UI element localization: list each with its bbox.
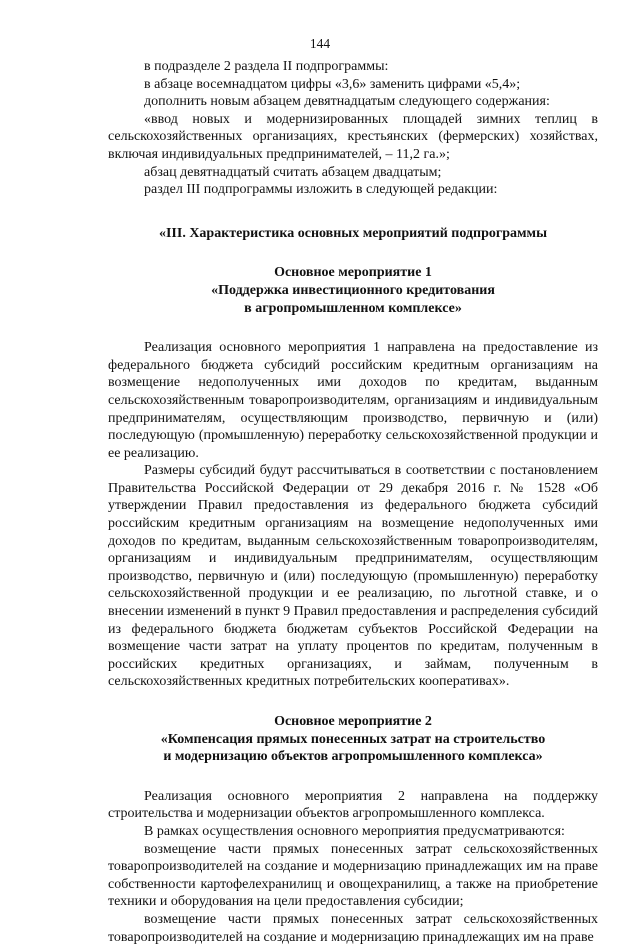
measure-2-heading-line: и модернизацию объектов агропромышленного комплекса» (163, 749, 543, 765)
measure-2-paragraph: возмещение части прямых понесенных затрат сельскохозяйственных товаропроизводителей на создание и модернизацию принадлежащих им на праве (108, 911, 598, 945)
intro-paragraph: в абзаце восемнадцатом цифры «3,6» заменить цифрами «5,4»; (144, 76, 521, 92)
measure-2-paragraph: Реализация основного мероприятия 2 направлена на поддержку строительства и модернизации объектов агропромышленного комплекса. (108, 788, 598, 822)
measure-1-heading (108, 264, 598, 317)
intro-paragraph: в подразделе 2 раздела II подпрограммы: (144, 59, 389, 74)
measure-2-heading (108, 713, 598, 766)
section-title: «III. Характеристика основных мероприятий подпрограммы (158, 225, 548, 241)
measure-1-paragraph: Размеры субсидий будут рассчитываться в соответствии с постановлением Правительства Российской Федерации от 29 декабря 2016 г. № 1528 «Об утверждении Правил предоставления из федерального бюджета субсидий российским кредитным организациям на возмещение недополученных ими доходов по кредитам, выданным сельскохозяйственным товаропроизводителям, организациям и индивидуальным предпринимателям, осуществляющим производство, первичную и (или) последующую (промышленную) переработку сельскохозяйственной продукции и ее реализацию, по льготной ставке, и о внесении изменений в пункт 9 Правил предоставления и распределения субсидий из федерального бюджета бюджетам субъектов Российской Федерации на возмещение части затрат на уплату процентов по кредитам, полученным в российских кредитных организациях, и займам, полученным в сельскохозяйственных кредитных потребительских кооперативах». (108, 463, 599, 690)
intro-paragraph: «ввод новых и модернизированных площадей зимних теплиц в сельскохозяйственных организациях, крестьянских (фермерских) хозяйствах, включая индивидуальных предпринимателей, – 11,2 га.»; (108, 111, 598, 162)
intro-paragraph: дополнить новым абзацем девятнадцатым следующего содержания: (144, 94, 550, 110)
measure-2-heading-line: Основное мероприятие 2 (274, 714, 432, 729)
page-number: 144 (309, 36, 331, 51)
measure-1-paragraph: Реализация основного мероприятия 1 направлена на предоставление из федерального бюджета субсидий российским кредитным организациям на возмещение недополученных ими доходов по кредитам, выданным сельскохозяйственным товаропроизводителям, организациям и индивидуальным предпринимателям, осуществляющим производство, первичную и (или) последующую (промышленную) переработку сельскохозяйственной продукции и ее реализацию. (108, 340, 598, 461)
intro-paragraph: раздел III подпрограммы изложить в следующей редакции: (144, 182, 498, 198)
measure-1-heading-line: в агропромышленном комплексе» (244, 300, 462, 316)
intro-paragraph: абзац девятнадцатый считать абзацем двадцатым; (144, 164, 442, 180)
measure-2-paragraph: возмещение части прямых понесенных затрат сельскохозяйственных товаропроизводителей на создание и модернизацию принадлежащих им на праве собственности картофелехранилищ и овощехранилищ, а также на приобретение техники и оборудования на цели предоставления субсидии; (108, 841, 598, 910)
document-body (108, 58, 598, 946)
measure-2-paragraph: В рамках осуществления основного мероприятия предусматриваются: (144, 823, 565, 839)
measure-1-heading-line: Основное мероприятие 1 (274, 265, 432, 281)
measure-2-heading-line: «Компенсация прямых понесенных затрат на строительство (160, 731, 546, 747)
measure-1-heading-line: «Поддержка инвестиционного кредитования (211, 282, 495, 298)
